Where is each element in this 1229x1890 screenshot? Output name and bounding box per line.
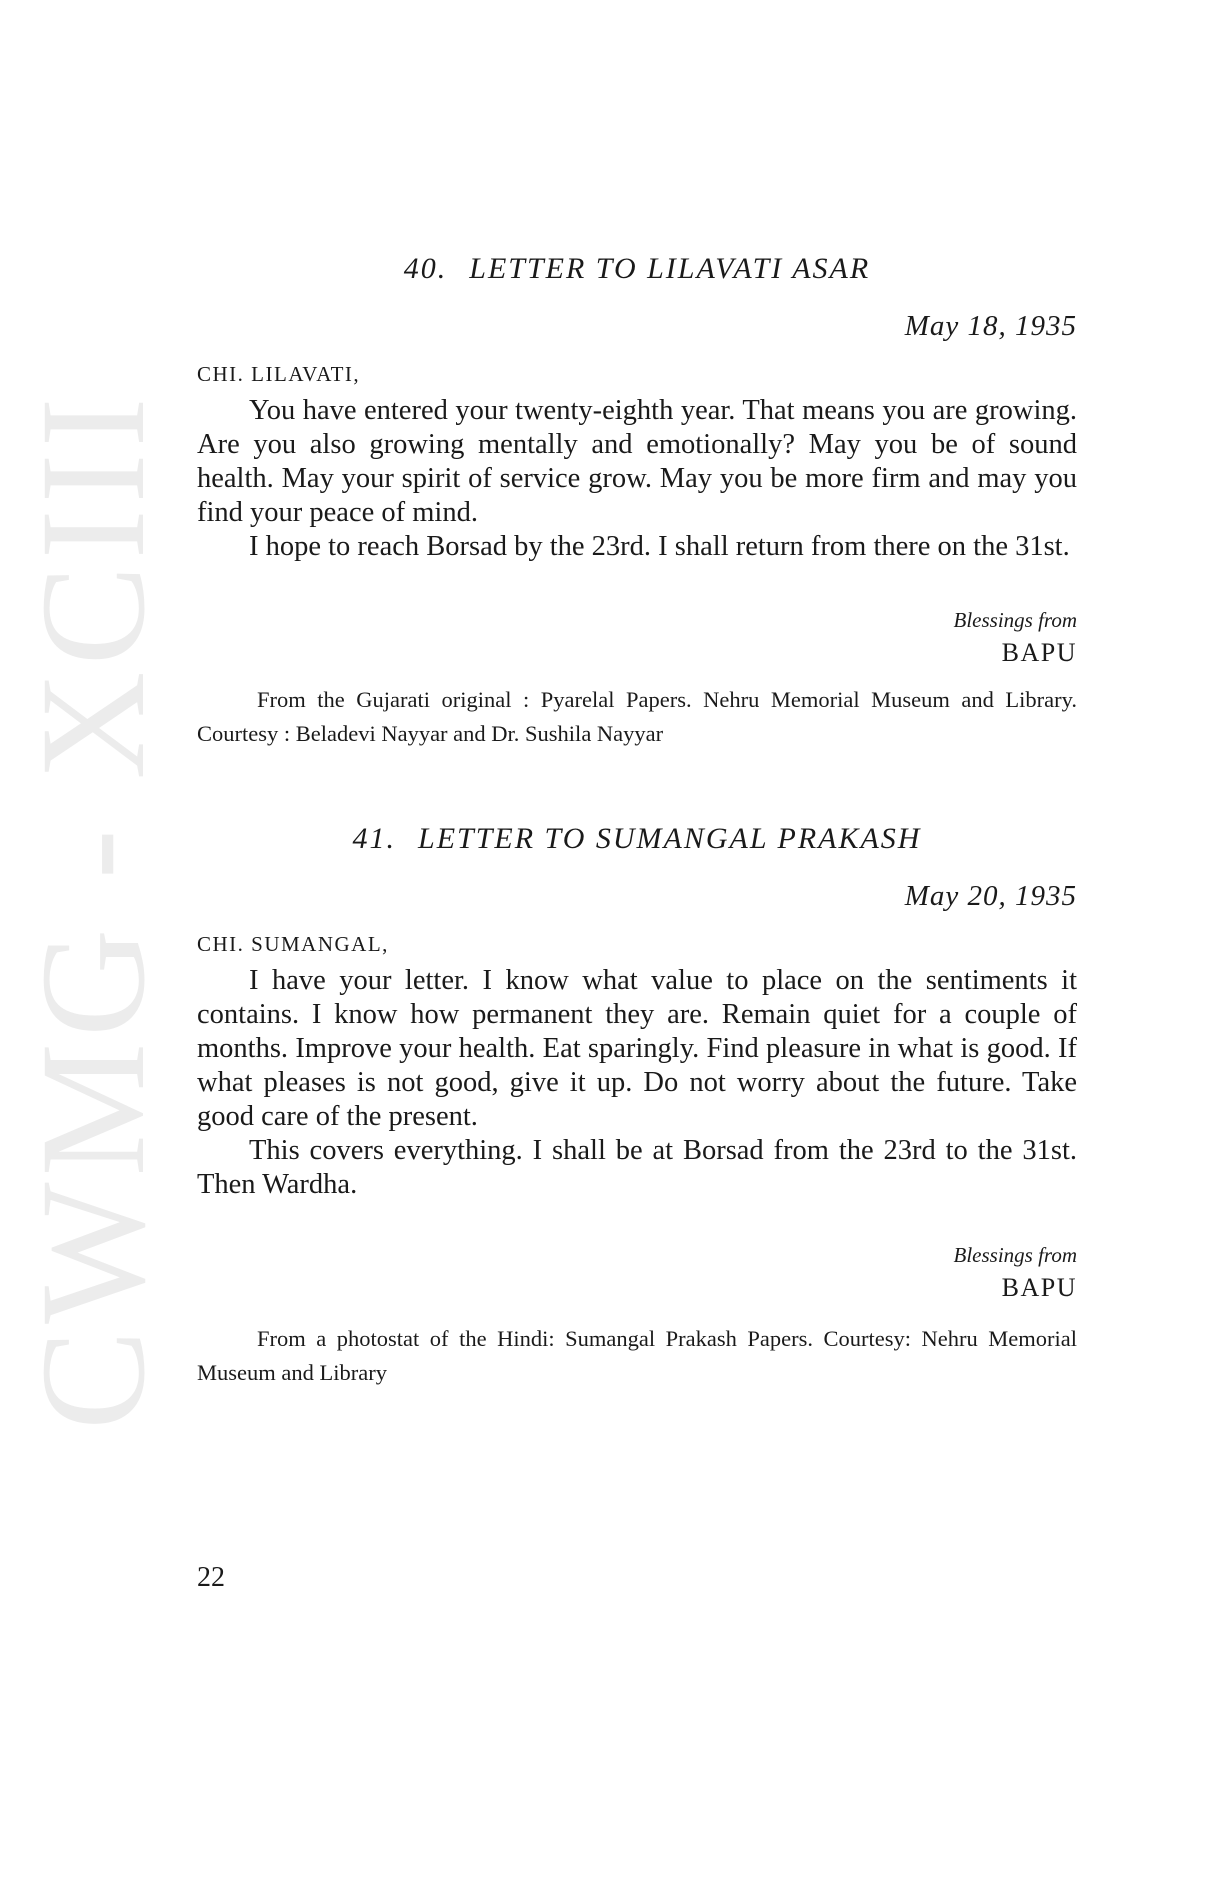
letter-40-body <box>197 394 1077 564</box>
letter-41-heading: LETTER TO SUMANGAL PRAKASH <box>418 822 922 855</box>
letter-41-signature: BAPU <box>1001 1273 1077 1302</box>
letter-41-salutation: CHI. SUMANGAL, <box>197 932 389 956</box>
letter-41-title <box>197 822 1077 856</box>
letter-41-paragraph-2: This covers everything. I shall be at Borsad from the 23rd to the 31st. Then Wardha. <box>197 1135 1077 1200</box>
letter-40-paragraph-1: You have entered your twenty-eighth year. That means you are growing. Are you also growing mentally and emotionally? May you be of sound health. May your spirit of service grow. May you be more firm and may you find your peace of mind. <box>197 395 1077 528</box>
letter-40-blessings: Blessings from <box>953 608 1077 632</box>
letter-40-heading: LETTER TO LILAVATI ASAR <box>469 252 871 285</box>
letter-40-title <box>197 252 1077 286</box>
letter-41-source-note: From a photostat of the Hindi: Sumangal Prakash Papers. Courtesy: Nehru Memorial Museum and Library <box>197 1326 1077 1385</box>
letter-40-number: 40. <box>403 252 448 285</box>
letter-40-paragraph-2: I hope to reach Borsad by the 23rd. I shall return from there on the 31st. <box>249 531 1070 562</box>
watermark-text: CWMG - XCIII <box>10 391 176 1430</box>
letter-41-number: 41. <box>352 822 397 855</box>
page-number: 22 <box>197 1562 225 1593</box>
letter-40-salutation: CHI. LILAVATI, <box>197 362 361 386</box>
letter-41-paragraph-1: I have your letter. I know what value to place on the sentiments it contains. I know how permanent they are. Remain quiet for a couple of months. Improve your health. Eat sparingly. Find pleasure in what is good. If what pleases is not good, give it up. Do not worry about the future. Take good care of the present. <box>197 965 1077 1132</box>
letter-40-signature: BAPU <box>1001 638 1077 667</box>
letter-40-date: May 18, 1935 <box>904 310 1077 342</box>
letter-41-blessings: Blessings from <box>953 1243 1077 1267</box>
letter-41-body <box>197 964 1077 1202</box>
letter-40-source-note: From the Gujarati original : Pyarelal Papers. Nehru Memorial Museum and Library. Courtesy : Beladevi Nayyar and Dr. Sushila Nayyar <box>197 687 1077 746</box>
letter-41-date: May 20, 1935 <box>904 880 1077 912</box>
